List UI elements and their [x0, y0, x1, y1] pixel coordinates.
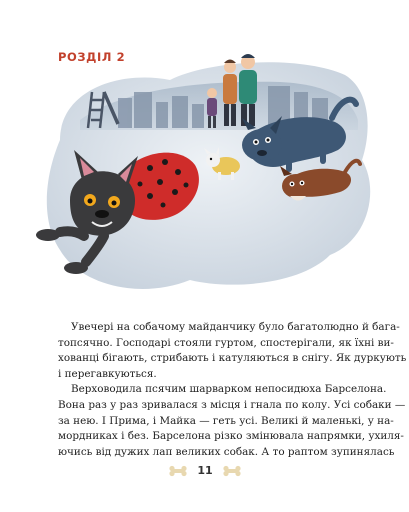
bone-icon [222, 465, 242, 477]
page-number: 11 [197, 464, 213, 477]
paragraph-2 [58, 382, 406, 460]
page-footer [0, 460, 409, 484]
bone-icon [168, 465, 188, 477]
text-line: Верховодила псячим шарварком непосидюха Барселона. [71, 383, 387, 396]
text-line: і перегавкуються. [58, 367, 157, 380]
paragraph-1 [58, 320, 407, 382]
body-text [58, 320, 407, 460]
text-line: ючись від дужих лап великих собак. А то раптом зупинялась [58, 445, 395, 458]
text-line: хованці бігають, стрибають і катуляються в снігу. Як дуркують [58, 352, 407, 365]
text-line: Увечері на собачому майданчику було багатолюдно й бага- [71, 321, 400, 333]
text-line: за нею. І Прима, і Майка — геть усі. Великі й маленькі, у на- [58, 414, 394, 427]
dog-owners [207, 54, 257, 128]
text-line: топсячно. Господарі стояли гуртом, спостерігали, як їхні ви- [58, 336, 394, 349]
text-line: Вона раз у раз зривалася з місця і гнала по колу. Усі собаки — [58, 398, 406, 411]
text-line: мордниках і без. Барселона різко змінювала напрямки, ухиля- [58, 430, 404, 443]
chapter-heading: РОЗДІЛ 2 [58, 50, 126, 64]
